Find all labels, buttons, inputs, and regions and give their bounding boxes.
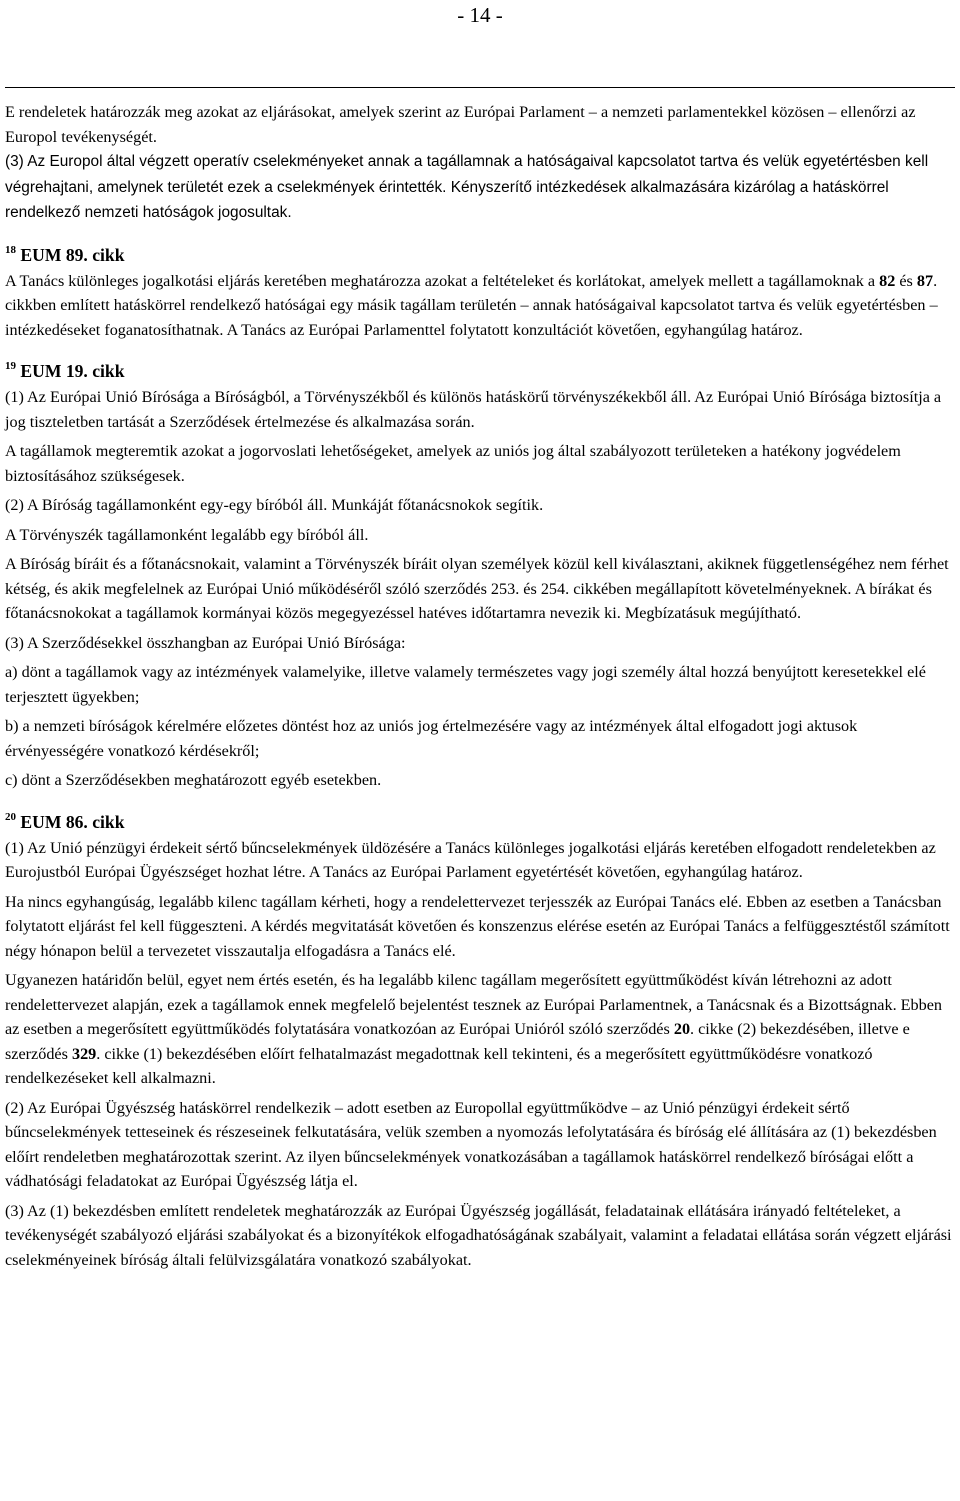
paragraph — [5, 1199, 955, 1273]
text-run: A tagállamok megteremtik azokat a jogorvoslati lehetőségeket, amelyek az uniós jog által szabályozott területeken a hatékony jogvédelem biztosításához szükségesek. — [5, 442, 901, 485]
footnote-number: 19 — [5, 360, 16, 372]
paragraph — [5, 631, 955, 656]
text-run: . cikke (2) bekezdésében, illetve e szerződés — [5, 1020, 910, 1063]
text-run: (3) Az Europol által végzett operatív cselekményeket annak a tagállamnak a hatóságaival kapcsolatot tartva és velük egyetértésben kell végrehajtani, amelynek területét ezek a cselekmények érintették. Kényszerítő intézkedések alkalmazására kizárólag a hatáskörrel rendelkező nemzeti hatóságok jogosultak. — [5, 153, 929, 221]
document-body — [5, 100, 955, 1272]
paragraph — [5, 523, 955, 548]
article-title: EUM 19. cikk — [16, 361, 125, 381]
text-run: és — [895, 271, 917, 290]
header-divider — [5, 87, 955, 88]
paragraph — [5, 385, 955, 434]
page-number: - 14 - — [457, 3, 503, 27]
article-heading — [5, 809, 955, 836]
text-run: 82 — [879, 271, 896, 290]
paragraph — [5, 493, 955, 518]
text-run: E rendeletek határozzák meg azokat az eljárásokat, amelyek szerint az Európai Parlament – a nemzeti parlamentekkel közösen – ellenőrzi az Europol tevékenységét. — [5, 103, 916, 146]
text-run: c) dönt a Szerződésekben meghatározott egyéb esetekben. — [5, 771, 382, 789]
footnote-number: 18 — [5, 243, 16, 256]
paragraph — [5, 1096, 955, 1194]
paragraph — [5, 768, 955, 793]
paragraph — [5, 660, 955, 709]
text-run: (1) Az Unió pénzügyi érdekeit sértő bűncselekmények üldözésére a Tanács különleges jogalkotási eljárás keretében elfogadott rendeletekben az Eurojustból Európai Ügyészséget hozhat létre. A Tanács az Európai Parlament egyetértését követően, egyhangúlag határoz. — [5, 838, 936, 881]
paragraph — [5, 836, 955, 885]
text-run: (2) A Bíróság tagállamonként egy-egy bíróból áll. Munkáját főtanácsnokok segítik. — [5, 496, 544, 514]
text-run: 329 — [71, 1044, 97, 1063]
paragraph — [5, 552, 955, 626]
article-heading — [5, 242, 955, 269]
text-run: A Törvényszék tagállamonként legalább egy bíróból áll. — [5, 525, 369, 544]
text-run: . cikke (1) bekezdésében előírt felhatalmazást megadottnak kell tekinteni, és a megerősített együttműködésre vonatkozó rendelkezéseket kell alkalmazni. — [5, 1044, 873, 1087]
text-run: A Tanács különleges jogalkotási eljárás keretében meghatározza azokat a feltételeket és korlátokat, amelyek mellett a tagállamoknak a — [5, 271, 880, 290]
text-run: b) a nemzeti bíróságok kérelmére előzetes döntést hoz az uniós jog értelmezésére vagy az intézmények által elfogadott jogi aktusok érvényességére vonatkozó kérdésekről; — [5, 717, 858, 760]
article-heading — [5, 358, 955, 385]
text-run: a) dönt a tagállamok vagy az intézmények valamelyike, illetve valamely természetes vagy jogi személy által hozzá benyújtott keresetekkel elé terjesztett ügyekben; — [5, 663, 926, 706]
text-run: (3) Az (1) bekezdésben említett rendeletek meghatározzák az Európai Ügyészség jogállását, feladatainak ellátására irányadó feltételeket, a tevékenységét szabályozó eljárási szabályokat és a bizonyítékok elfogadhatóságának szabályait, valamint a feladatai ellátása során végzett eljárási cselekményeinek bíróság általi felülvizsgálatára vonatkozó szabályokat. — [5, 1201, 952, 1269]
paragraph — [5, 269, 955, 343]
article-title: EUM 89. cikk — [16, 244, 125, 265]
paragraph — [5, 439, 955, 488]
paragraph — [5, 968, 955, 1091]
paragraph — [5, 149, 955, 226]
footnote-number: 20 — [5, 810, 16, 823]
text-run: (2) Az Európai Ügyészség hatáskörrel rendelkezik – adott esetben az Europollal együttműködve – az Unió pénzügyi érdekeit sértő bűncselekmények tetteseinek és részeseinek felkutatására, velük szemben a nyomozás lefolytatására és bíróság elé állítására az (1) bekezdésben előírt rendeletben meghatározottak szerint. Az ilyen bűncselekmények vonatkozásában a tagállamok hatáskörrel rendelkező bíróságai előtt a vádhatósági feladatokat az Európai Ügyészség látja el. — [5, 1098, 937, 1190]
text-run: (1) Az Európai Unió Bírósága a Bíróságból, a Törvényszékből és különös hatáskörű törvényszékekből áll. Az Európai Unió Bírósága biztosítja a jog tiszteletben tartását a Szerződések értelmezése és alkalmazása során. — [5, 388, 942, 431]
text-run: A Bíróság bíráit és a főtanácsnokait, valamint a Törvényszék bíráit olyan személyek közül kell kiválasztani, akiknek függetlenségéhez nem férhet kétség, és akik megfelelnek az Európai Unió működéséről szóló szerződés 253. és 254. cikkében megállapított követelményeknek. A bírákat és főtanácsnokokat a tagállamok kormányai közös megegyezéssel hatéves időtartamra nevezik ki. Megbízatásuk megújítható. — [5, 555, 949, 622]
text-run: Ugyanezen határidőn belül, egyet nem értés esetén, és ha legalább kilenc tagállam megerősített együttműködést kíván létrehozni az adott rendelettervezet alapján, ezek a tagállamok ennek megfelelő bejelentést tesznek az Európai Parlamentnek, a Tanácsnak és a Bizottságnak. Ebben az esetben a megerősített együttműködés folytatására vonatkozóan az Európai Unióról szóló szerződés — [5, 971, 943, 1038]
text-run: Ha nincs egyhangúság, legalább kilenc tagállam kérheti, hogy a rendelettervezet terjesszék az Európai Tanács elé. Ebben az esetben a Tanácsban folytatott eljárást fel kell függeszteni. A kérdés megvitatását követően és konszenzus elérése esetén az Európai Tanács a felfüggesztéstől számított négy hónapon belül a tervezetet visszautalja elfogadásra a Tanács elé. — [5, 892, 950, 960]
paragraph — [5, 890, 955, 964]
text-run: (3) A Szerződésekkel összhangban az Európai Unió Bírósága: — [5, 633, 406, 652]
text-run: 87 — [916, 271, 934, 290]
paragraph — [5, 714, 955, 763]
paragraph — [5, 100, 955, 149]
text-run: . cikkben említett hatáskörrel rendelkező hatóságai egy másik tagállam területén – annak hatóságaival kapcsolatot tartva és velük egyetértésben – intézkedéseket foganatosíthatnak. A Tanács az Európai Parlamenttel folytatott konzultációt követően, egyhangúlag határoz. — [5, 271, 938, 339]
text-run: 20 — [673, 1020, 691, 1038]
article-title: EUM 86. cikk — [16, 811, 125, 832]
